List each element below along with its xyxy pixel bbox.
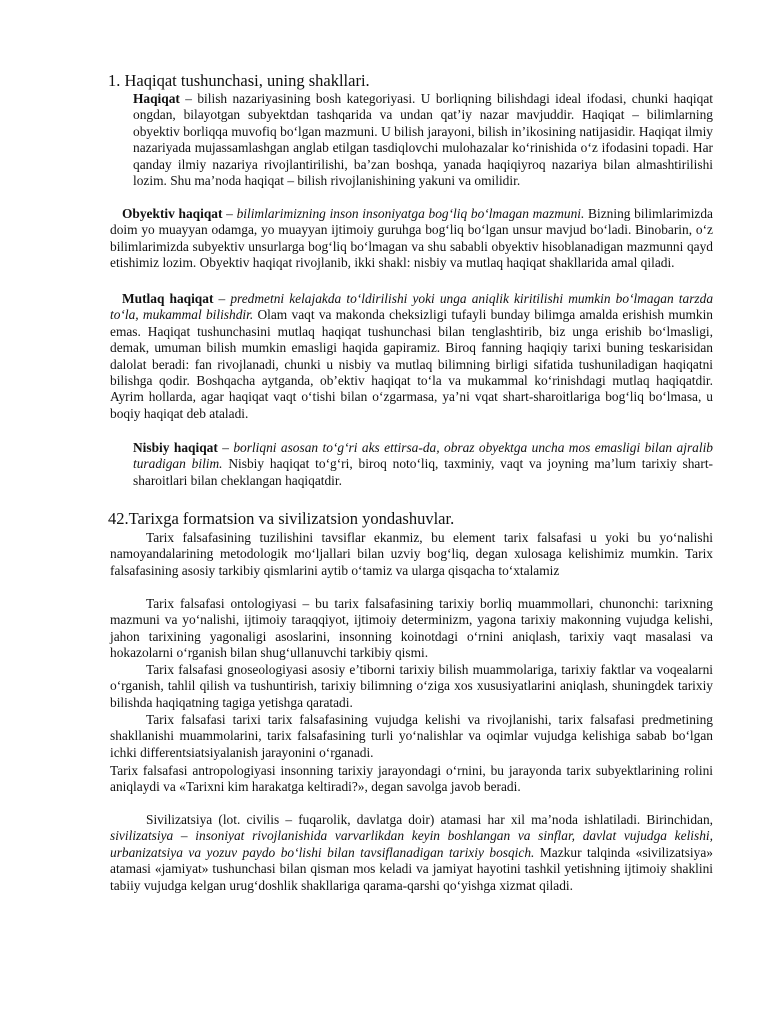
term-mutlaq-haqiqat: Mutlaq haqiqat [122,291,214,306]
dash: – [217,440,234,455]
dash: – [213,291,231,306]
nisbiy-haqiqat-definition: borliqni asosan to‘g‘ri aks ettirsa-da, obraz obyektga uncha mos emasligi bilan ajralib turadigan bilim. [133,440,713,472]
haqiqat-paragraph [133,91,713,189]
term-haqiqat: Haqiqat [133,91,180,106]
ontologiya-paragraph: Tarix falsafasi ontologiyasi – bu tarix falsafasining tarixiy borliq muammollari, chunonchi: tarixning mazmuni va yo‘nalishi, ijtimoiy taraqqiyot, ijtimoiy determinizm, yagona tarixiy makonning vujudga kelishi, jahon tarixining yagonaligi asoslarini, insonning koinotdagi o‘rnini aniqlash, tarixiy vaqt masalasi va hokazolarni o‘rganish bilan shug‘ullanuvchi tarkibiy qismi. [110,596,713,661]
mutlaq-haqiqat-paragraph [110,291,713,422]
nisbiy-haqiqat-paragraph [133,440,713,489]
obyektiv-haqiqat-paragraph [110,206,713,272]
term-obyektiv-haqiqat: Obyektiv haqiqat [122,206,223,221]
haqiqat-definition: – bilish nazariyasining bosh kategoriyasi. U borliqning bilishdagi ideal ifodasi, chunki haqiqat ongdan, bilayotgan subyektdan tashqarida va undan qat’iy nazar mavjuddir. Haqiqat – bilimlarning obyektiv borliqqa muvofiq bo‘lgan mazmuni. U bilish jarayoni, bilish in’ikosining natijasidir. Haqiqat ilmiy nazariyada mujassamlashgan anglab etilgan tasdiqlovchi mulohazalar ko‘rinishida o‘z ifodasini topadi. Har qanday ilmiy nazariya rivojlantirilishi, ba’zan boshqa, yanada haqiqiyroq nazariya bilan almashtirilishi lozim. Shu ma’noda haqiqat – bilish rivojlanishining yakuni va omilidir. [133,91,713,189]
obyektiv-haqiqat-definition: bilimlarimizning inson insoniyatga bog‘liq bo‘lmagan mazmuni. [236,206,585,221]
section-2-title: 42.Tarixga formatsion va sivilizatsion yondashuvlar. [108,509,455,528]
sivilizatsiya-text-1: Sivilizatsiya (lot. civilis – fuqarolik, davlatga doir) atamasi har xil ma’noda ishlatiladi. Birinchidan, [146,812,713,827]
nisbiy-haqiqat-text: Nisbiy haqiqat to‘g‘ri, biroq noto‘liq, taxminiy, vaqt va joyning ma’lum tarixiy shart-sharoitlari bilan cheklangan haqiqatdir. [133,456,713,488]
obyektiv-haqiqat-text: Bizning bilimlarimizda doim yo muayyan odamga, yo muayyan ijtimoiy guruhga bog‘liq bo‘lgan unsur mavjud bo‘ladi. Binobarin, o‘z bilimlarimizda subyektiv unsurlarga bog‘liq bo‘lmagan va shu sababli obyektiv hisoblanadigan mazmunni qayd etishimiz lozim. Obyektiv haqiqat rivojlanib, ikki shakl: nisbiy va mutlaq haqiqat shakllarida amal qiladi. [110,206,714,271]
sivilizatsiya-text-2: Mazkur talqinda «sivilizatsiya» atamasi «jamiyat» tushunchasi bilan qisman mos keladi va jamiyat hayotini tashkil yetishning ijtimoiy shaklini tabiiy vujudga kelgan urug‘doshlik shakllariga qarama-qarshi qo‘yishga xizmat qiladi. [110,844,713,893]
mutlaq-haqiqat-text: Olam vaqt va makonda cheksizligi tufayli bunday bilimga amalda erishish mumkin emas. Haqiqat tushunchasini mutlaq haqiqat tushunchasi bilan tenglashtirib, biz unga erishib bo‘lmasligi, demak, umuman bilish mumkin emasligi haqida gapiramiz. Biroq fanning haqiqiy tarixi buning teskarisidan dalolat beradi: fan rivojlanadi, chunki u nisbiy va mutlaq bilimning birligi sifatida tushuniladigan haqiqatni bilishga qodir. Boshqacha aytganda, ob’ektiv haqiqat to‘la va mukammal ko‘rinishdagi mutlaq haqiqatdir. Ayrim hollarda, agar haqiqat vaqt o‘tishi bilan o‘zgarmasa, ya’ni vqat shart-sharoitlariga bog‘liq bo‘lmasa, u boqiy haqiqat deb ataladi. [110,307,713,421]
tarix-falsafasi-tarixi-paragraph: Tarix falsafasi tarixi tarix falsafasining vujudga kelishi va rivojlanishi, tarix falsafasi predmetining shakllanishi muammolarini, tarix falsafasining turli yo‘nalishlar va oqimlar vujudga kelishiga sabab bo‘lgan ichki differentsiatsiyalanish jarayonini o‘rganadi. [110,712,713,760]
mutlaq-haqiqat-definition: predmetni kelajakda to‘ldirilishi yoki unga aniqlik kiritilishi mumkin bo‘lmagan tarzda to‘la, mukammal bilishdir. [110,291,714,323]
sivilizatsiya-paragraph [110,812,713,894]
tarix-falsafasi-intro-paragraph: Tarix falsafasining tuzilishini tavsiflar ekanmiz, bu element tarix falsafasi u yoki bu yo‘nalishi namoyandalarining metodologik mo‘ljallari bilan uzviy bog‘liq, degan xulosaga kelishimiz mumkin. Tarix falsafasining asosiy tarkibiy qismlarini aytib o‘tamiz va ularga qisqacha to‘xtalamiz [110,530,713,578]
antropologiya-paragraph: Tarix falsafasi antropologiyasi insonning tarixiy jarayondagi o‘rnini, bu jarayonda tarix subyektlarining rolini aniqlaydi va «Tarixni kim harakatga keltiradi?», degan savolga javob beradi. [110,763,713,795]
dash: – [222,206,237,221]
gnoseologiya-paragraph: Tarix falsafasi gnoseologiyasi asosiy e’tiborni tarixiy bilish muammolariga, tarixiy faktlar va voqealarni o‘rganish, tahlil qilish va tushuntirish, tarixiy bilimning o‘ziga xos xususiyatlarini aniqlash, shuningdek tarixiy bilishda haqiqatning tagiga yetishga qaratadi. [110,662,713,710]
term-nisbiy-haqiqat: Nisbiy haqiqat [133,440,218,455]
section-1-title: 1. Haqiqat tushunchasi, uning shakllari. [108,71,370,90]
sivilizatsiya-definition: sivilizatsiya – insoniyat rivojlanishida varvarlikdan keyin boshlangan va sinflar, davlat vujudga kelishi, urbanizatsiya va yozuv paydo bo‘lishi bilan tavsiflanadigan tarixiy bosqich. [110,828,713,860]
